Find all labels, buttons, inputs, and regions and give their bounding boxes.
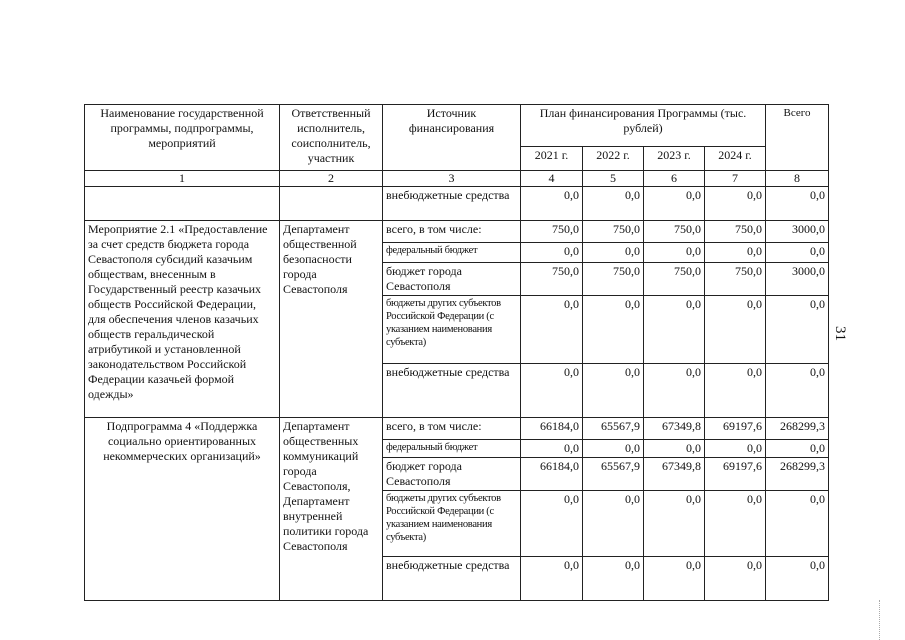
column-number: 4 [521, 171, 583, 187]
value-cell: 268299,3 [766, 458, 829, 491]
source-cell: бюджеты других субъектов Российской Федерации (с указанием наименования субъекта) [383, 491, 521, 557]
value-cell: 0,0 [583, 440, 644, 458]
value-cell: 0,0 [644, 557, 705, 601]
header-year: 2022 г. [583, 147, 644, 171]
table-row [85, 187, 829, 221]
responsible-executor: Департамент общественных коммуникаций города Севастополя, Департамент внутренней политики города Севастополя [280, 418, 383, 601]
source-cell: внебюджетные средства [383, 557, 521, 601]
subprogram-name: Подпрограмма 4 «Поддержка социально ориентированных некоммерческих организаций» [85, 418, 280, 601]
scan-edge-mark [879, 600, 881, 640]
value-cell: 65567,9 [583, 458, 644, 491]
value-cell: 0,0 [583, 557, 644, 601]
value-cell: 750,0 [583, 263, 644, 296]
responsible-executor: Департамент общественной безопасности города Севастополя [280, 221, 383, 418]
source-cell: всего, в том числе: [383, 418, 521, 440]
value-cell: 750,0 [644, 263, 705, 296]
value-cell: 0,0 [521, 243, 583, 263]
value-cell: 0,0 [705, 557, 766, 601]
page-number: 31 [832, 326, 848, 341]
header-plan: План финансирования Программы (тыс. рублей) [521, 105, 766, 147]
value-cell: 0,0 [705, 187, 766, 221]
header-year: 2024 г. [705, 147, 766, 171]
column-number: 5 [583, 171, 644, 187]
value-cell: 0,0 [705, 491, 766, 557]
value-cell: 0,0 [583, 243, 644, 263]
value-cell: 0,0 [583, 364, 644, 418]
value-cell: 0,0 [766, 491, 829, 557]
value-cell: 750,0 [521, 263, 583, 296]
value-cell: 0,0 [583, 187, 644, 221]
source-cell: федеральный бюджет [383, 440, 521, 458]
value-cell: 67349,8 [644, 458, 705, 491]
value-cell: 0,0 [521, 364, 583, 418]
value-cell: 67349,8 [644, 418, 705, 440]
column-number: 7 [705, 171, 766, 187]
value-cell: 0,0 [766, 557, 829, 601]
value-cell: 0,0 [521, 440, 583, 458]
value-cell: 0,0 [766, 440, 829, 458]
column-number: 2 [280, 171, 383, 187]
column-number-row [85, 171, 829, 187]
column-number: 6 [644, 171, 705, 187]
value-cell: 0,0 [521, 187, 583, 221]
header-year: 2023 г. [644, 147, 705, 171]
value-cell: 0,0 [644, 440, 705, 458]
source-cell: бюджет города Севастополя [383, 263, 521, 296]
value-cell: 69197,6 [705, 418, 766, 440]
value-cell: 66184,0 [521, 418, 583, 440]
value-cell: 0,0 [766, 364, 829, 418]
value-cell: 0,0 [705, 364, 766, 418]
value-cell: 69197,6 [705, 458, 766, 491]
value-cell: 3000,0 [766, 221, 829, 243]
financing-table [84, 104, 829, 601]
value-cell: 0,0 [521, 296, 583, 364]
value-cell: 66184,0 [521, 458, 583, 491]
value-cell: 0,0 [766, 243, 829, 263]
header-name: Наименование государственной программы, подпрограммы, мероприятий [85, 105, 280, 171]
activity-name: Мероприятие 2.1 «Предоставление за счет средств бюджета города Севастополя субсидий казачьим обществам, внесенным в Государственный реестр казачьих обществ Российской Федерации, для обеспечения членов казачьих обществ геральдической атрибутикой и установленной законодательством Российской Федерации казачьей формой одежды» [85, 221, 280, 418]
header-source: Источник финансирования [383, 105, 521, 171]
source-cell: федеральный бюджет [383, 243, 521, 263]
source-cell: всего, в том числе: [383, 221, 521, 243]
value-cell: 750,0 [521, 221, 583, 243]
value-cell: 0,0 [644, 187, 705, 221]
value-cell: 0,0 [766, 187, 829, 221]
source-cell: бюджеты других субъектов Российской Федерации (с указанием наименования субъекта) [383, 296, 521, 364]
value-cell: 65567,9 [583, 418, 644, 440]
value-cell: 0,0 [766, 296, 829, 364]
source-cell: внебюджетные средства [383, 364, 521, 418]
value-cell: 0,0 [644, 364, 705, 418]
value-cell: 0,0 [521, 557, 583, 601]
source-cell: внебюджетные средства [383, 187, 521, 221]
value-cell: 3000,0 [766, 263, 829, 296]
column-number: 1 [85, 171, 280, 187]
value-cell: 0,0 [583, 296, 644, 364]
value-cell: 750,0 [583, 221, 644, 243]
value-cell: 0,0 [705, 243, 766, 263]
value-cell: 750,0 [644, 221, 705, 243]
value-cell: 0,0 [583, 491, 644, 557]
table-row [85, 418, 829, 440]
value-cell: 268299,3 [766, 418, 829, 440]
column-number: 8 [766, 171, 829, 187]
header-responsible: Ответственный исполнитель, соисполнитель, участник [280, 105, 383, 171]
header-total: Всего [766, 105, 829, 171]
column-number: 3 [383, 171, 521, 187]
value-cell: 0,0 [644, 491, 705, 557]
value-cell: 0,0 [644, 243, 705, 263]
value-cell: 0,0 [705, 440, 766, 458]
value-cell: 0,0 [644, 296, 705, 364]
header-year: 2021 г. [521, 147, 583, 171]
source-cell: бюджет города Севастополя [383, 458, 521, 491]
value-cell: 0,0 [521, 491, 583, 557]
table-row [85, 221, 829, 243]
value-cell: 750,0 [705, 221, 766, 243]
value-cell: 750,0 [705, 263, 766, 296]
value-cell: 0,0 [705, 296, 766, 364]
